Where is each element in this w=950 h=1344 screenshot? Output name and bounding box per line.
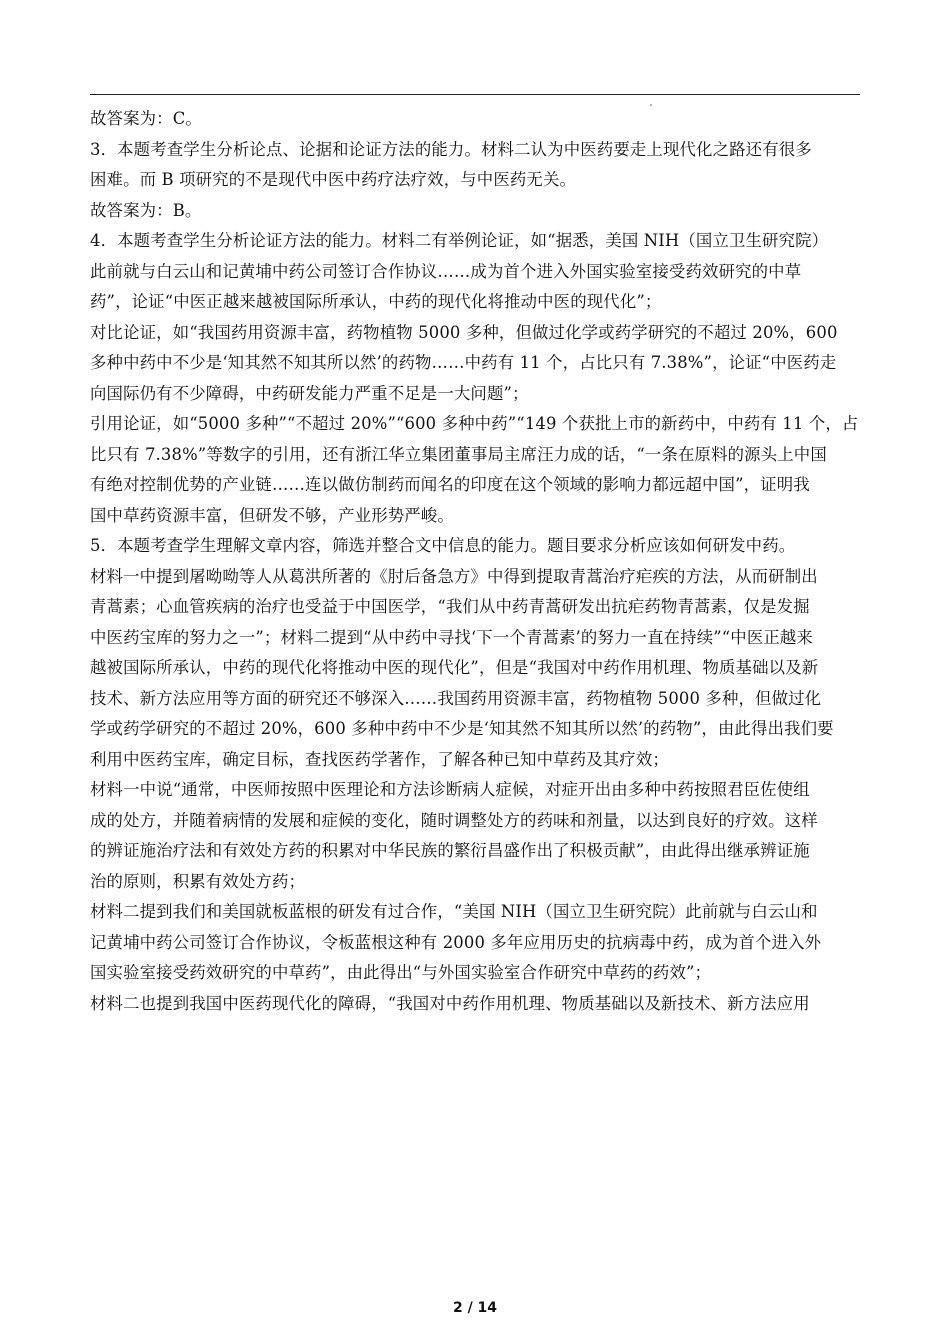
text-line: 材料二也提到我国中医药现代化的障碍，“我国对中药作用机理、物质基础以及新技术、新方法应用	[90, 993, 810, 1013]
text-line: 治的原则，积累有效处方药；	[90, 871, 306, 891]
text-line: 对比论证，如“我国药用资源丰富，药物植物 5000 多种，但做过化学或药学研究的不超过 20%，600	[90, 322, 838, 342]
page-number: 2 / 14	[452, 1300, 498, 1316]
text-line: 成的处方，并随着病情的发展和症候的变化，随时调整处方的药味和剂量，以达到良好的疗效。这样	[90, 810, 818, 830]
text-line: 4．本题考查学生分析论证方法的能力。材料二有举例论证，如“据悉，美国 NIH（国立卫生研究院）	[90, 231, 829, 250]
text-line: 故答案为：B。	[90, 200, 202, 220]
text-line: 中医药宝库的努力之一”；材料二提到“从中药中寻找‘下一个青蒿素’的努力一直在持续”“中医正越来	[90, 627, 814, 647]
text-line: 国中草药资源丰富，但研发不够，产业形势严峻。	[90, 505, 454, 525]
text-line: 故答案为：C。	[90, 109, 202, 128]
text-line: 技术、新方法应用等方面的研究还不够深入……我国药用资源丰富，药物植物 5000 多种，但做过化	[90, 688, 822, 708]
text-line: 3．本题考查学生分析论点、论据和论证方法的能力。材料二认为中医药要走上现代化之路还有很多	[90, 139, 812, 159]
text-line: 青蒿素；心血管疾病的治疗也受益于中国医学，“我们从中药青蒿研发出抗疟药物青蒿素，仅是发掘	[90, 597, 810, 616]
text-line: 材料一中提到屠呦呦等人从葛洪所著的《肘后备急方》中得到提取青蒿治疗疟疾的方法，从而研制出	[90, 566, 818, 586]
text-line: 向国际仍有不少障碍，中药研发能力严重不足是一大问题”；	[90, 383, 529, 403]
text-line: 有绝对控制优势的产业链……连以做仿制药而闻名的印度在这个领域的影响力都远超中国”，证明我	[90, 475, 810, 494]
text-line: 学或药学研究的不超过 20%，600 多种中药中不少是‘知其然不知其所以然’的药物”，由此得出我们要	[90, 719, 834, 738]
text-line: 材料二提到我们和美国就板蓝根的研发有过合作，“美国 NIH（国立卫生研究院）此前就与白云山和	[90, 902, 818, 921]
text-line: 5．本题考查学生理解文章内容，筛选并整合文中信息的能力。题目要求分析应该如何研发中药。	[90, 536, 796, 555]
text-line: 困难。而 B 项研究的不是现代中医中药疗法疗效，与中医药无关。	[90, 170, 577, 189]
body-text	[90, 104, 860, 1019]
text-line: 越被国际所承认，中药的现代化将推动中医的现代化”，但是“我国对中药作用机理、物质基础以及新	[90, 658, 819, 677]
text-line: 记黄埔中药公司签订合作协议，令板蓝根这种有 2000 多年应用历史的抗病毒中药，成为首个进入外	[90, 932, 822, 952]
text-line: 材料一中说“通常，中医师按照中医理论和方法诊断病人症候，对症开出由多种中药按照君臣佐使组	[90, 780, 810, 799]
text-line: 的辨证施治疗法和有效处方药的积累对中华民族的繁衍昌盛作出了积极贡献”，由此得出继承辨证施	[90, 841, 810, 860]
text-line: 利用中医药宝库，确定目标，查找医药学著作，了解各种已知中草药及其疗效；	[90, 749, 669, 769]
text-line: 引用论证，如“5000 多种”“不超过 20%”“600 多种中药”“149 个获批上市的新药中，中药有 11 个，占	[90, 414, 859, 433]
text-line: 国实验室接受药效研究的中草药”，由此得出“与外国实验室合作研究中草药的药效”；	[90, 963, 712, 982]
text-line: 此前就与白云山和记黄埔中药公司签订合作协议……成为首个进入外国实验室接受药效研究的中草	[90, 261, 802, 281]
header-rule	[90, 94, 860, 95]
text-line: 比只有 7.38%”等数字的引用，还有浙江华立集团董事局主席汪力成的话，“一条在原料的源头上中国	[90, 444, 827, 464]
text-line: 药”，论证“中医正越来越被国际所承认，中药的现代化将推动中医的现代化”；	[90, 292, 662, 311]
text-line: 多种中药中不少是‘知其然不知其所以然’的药物……中药有 11 个，占比只有 7.38%”，论证“中医药走	[90, 353, 837, 372]
